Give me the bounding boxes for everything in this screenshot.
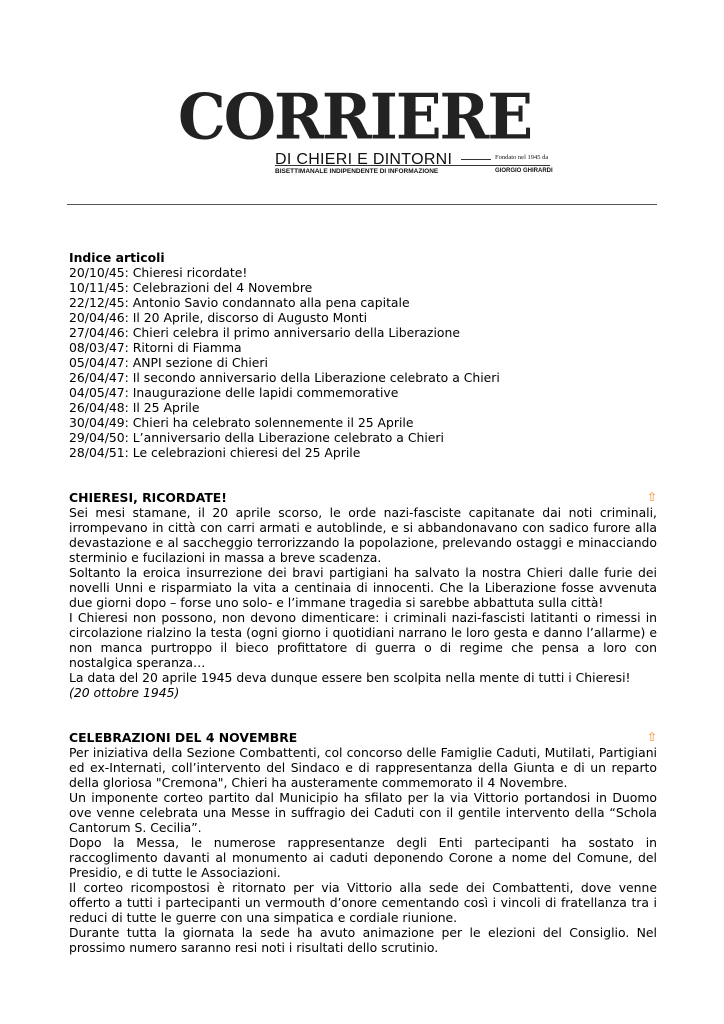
index-link[interactable]: 29/04/50: L’anniversario della Liberazione celebrato a Chieri (69, 430, 444, 445)
article-title: CHIERESI, RICORDATE! (69, 490, 227, 505)
index-link[interactable]: 30/04/49: Chieri ha celebrato solennemente il 25 Aprile (69, 415, 414, 430)
masthead-subtitle: DI CHIERI E DINTORNI (275, 151, 453, 168)
index-link[interactable]: 04/05/47: Inaugurazione delle lapidi commemorative (69, 385, 399, 400)
article-title: CELEBRAZIONI DEL 4 NOVEMBRE (69, 730, 298, 745)
article-paragraph: Dopo la Messa, le numerose rappresentanze degli Enti partecipanti ha sostato in raccoglimento davanti al monumento ai caduti deponendo Corone a nome del Comune, del Presidio, e di tutte le Associazioni. (69, 835, 657, 880)
article-chieresi-ricordate (69, 490, 657, 700)
index-link[interactable]: 28/04/51: Le celebrazioni chieresi del 25 Aprile (69, 445, 361, 460)
article-paragraph: I Chieresi non possono, non devono dimenticare: i criminali nazi-fascisti latitanti o rimessi in circolazione rialzino la testa (ogni giorno i quotidiani narrano le loro gesta e danno l’allarme) e non manca purtroppo il bieco profittatore di guerra o di regime che pensa a loro con nostalgica speranza… (69, 610, 657, 670)
masthead-divider (461, 159, 491, 160)
article-paragraph: Soltanto la eroica insurrezione dei bravi partigiani ha salvato la nostra Chieri dalle furie dei novelli Unni e risparmiato la vita a centinaia di innocenti. Che la Liberazione fosse avvenuta due giorni dopo – forse uno solo- e l’immane tragedia si sarebbe abbattuta sulla città! (69, 565, 657, 610)
article-celebrazioni-4-novembre (69, 730, 657, 955)
main-content (69, 250, 657, 955)
masthead-editor: GIORGIO GHIRARDI (495, 168, 553, 174)
header-rule (67, 204, 657, 205)
index-link[interactable]: 22/12/45: Antonio Savio condannato alla pena capitale (69, 295, 410, 310)
index-link[interactable]: 08/03/47: Ritorni di Fiamma (69, 340, 242, 355)
masthead-title: CORRIERE (178, 80, 532, 155)
article-date: (20 ottobre 1945) (69, 685, 180, 700)
masthead (178, 80, 553, 176)
article-paragraph: Un imponente corteo partito dal Municipio ha sfilato per la via Vittorio portandosi in Duomo ove venne celebrata una Messe in suffragio dei Caduti con il gentile intervento della “Schola Cantorum S. Cecilia”. (69, 790, 657, 835)
article-paragraph: La data del 20 aprile 1945 deva dunque essere ben scolpita nella mente di tutti i Chieresi! (69, 670, 631, 685)
masthead-founded: Fondato nel 1945 da (495, 154, 549, 161)
index-title: Indice articoli (69, 250, 165, 265)
index-link[interactable]: 05/04/47: ANPI sezione di Chieri (69, 355, 268, 370)
index-link[interactable]: 26/04/48: Il 25 Aprile (69, 400, 200, 415)
article-paragraph: Per iniziativa della Sezione Combattenti, col concorso delle Famiglie Caduti, Mutilati, Partigiani ed ex-Internati, coll’intervento del Sindaco e di rappresentanza della Giunta e di un reparto della gloriosa "Cremona", Chieri ha austeramente commemorato il 4 Novembre. (69, 745, 657, 790)
up-arrow-icon[interactable]: ⇧ (646, 490, 657, 504)
up-arrow-icon[interactable]: ⇧ (646, 730, 657, 744)
masthead-underline (275, 165, 550, 166)
article-paragraph: Il corteo ricompostosi è ritornato per via Vittorio alla sede dei Combattenti, dove venne offerto a tutti i partecipanti un vermouth d’onore cementando così i vincoli di fratellanza tra i reduci di tutte le guerre con una simpatica e cordiale riunione. (69, 880, 657, 925)
article-paragraph: Sei mesi stamane, il 20 aprile scorso, le orde nazi-fasciste capitanate dai noti criminali, irrompevano in città con carri armati e autoblinde, e si abbandonavano con sadico furore alla devastazione e al saccheggio terrorizzando la popolazione, prelevando ostaggi e minacciando sterminio e fucilazioni in massa a breve scadenza. (69, 505, 657, 565)
index-link[interactable]: 20/04/46: Il 20 Aprile, discorso di Augusto Monti (69, 310, 368, 325)
article-paragraph: Durante tutta la giornata la sede ha avuto animazione per le elezioni del Consiglio. Nel prossimo numero saranno resi noti i risultati dello scrutinio. (69, 925, 657, 955)
index-link[interactable]: 27/04/46: Chieri celebra il primo anniversario della Liberazione (69, 325, 460, 340)
article-index (69, 250, 657, 460)
index-link[interactable]: 26/04/47: Il secondo anniversario della Liberazione celebrato a Chieri (69, 370, 500, 385)
masthead-tagline: BISETTIMANALE INDIPENDENTE DI INFORMAZIONE (275, 168, 439, 175)
index-link[interactable]: 20/10/45: Chieresi ricordate! (69, 265, 248, 280)
index-link[interactable]: 10/11/45: Celebrazioni del 4 Novembre (69, 280, 313, 295)
